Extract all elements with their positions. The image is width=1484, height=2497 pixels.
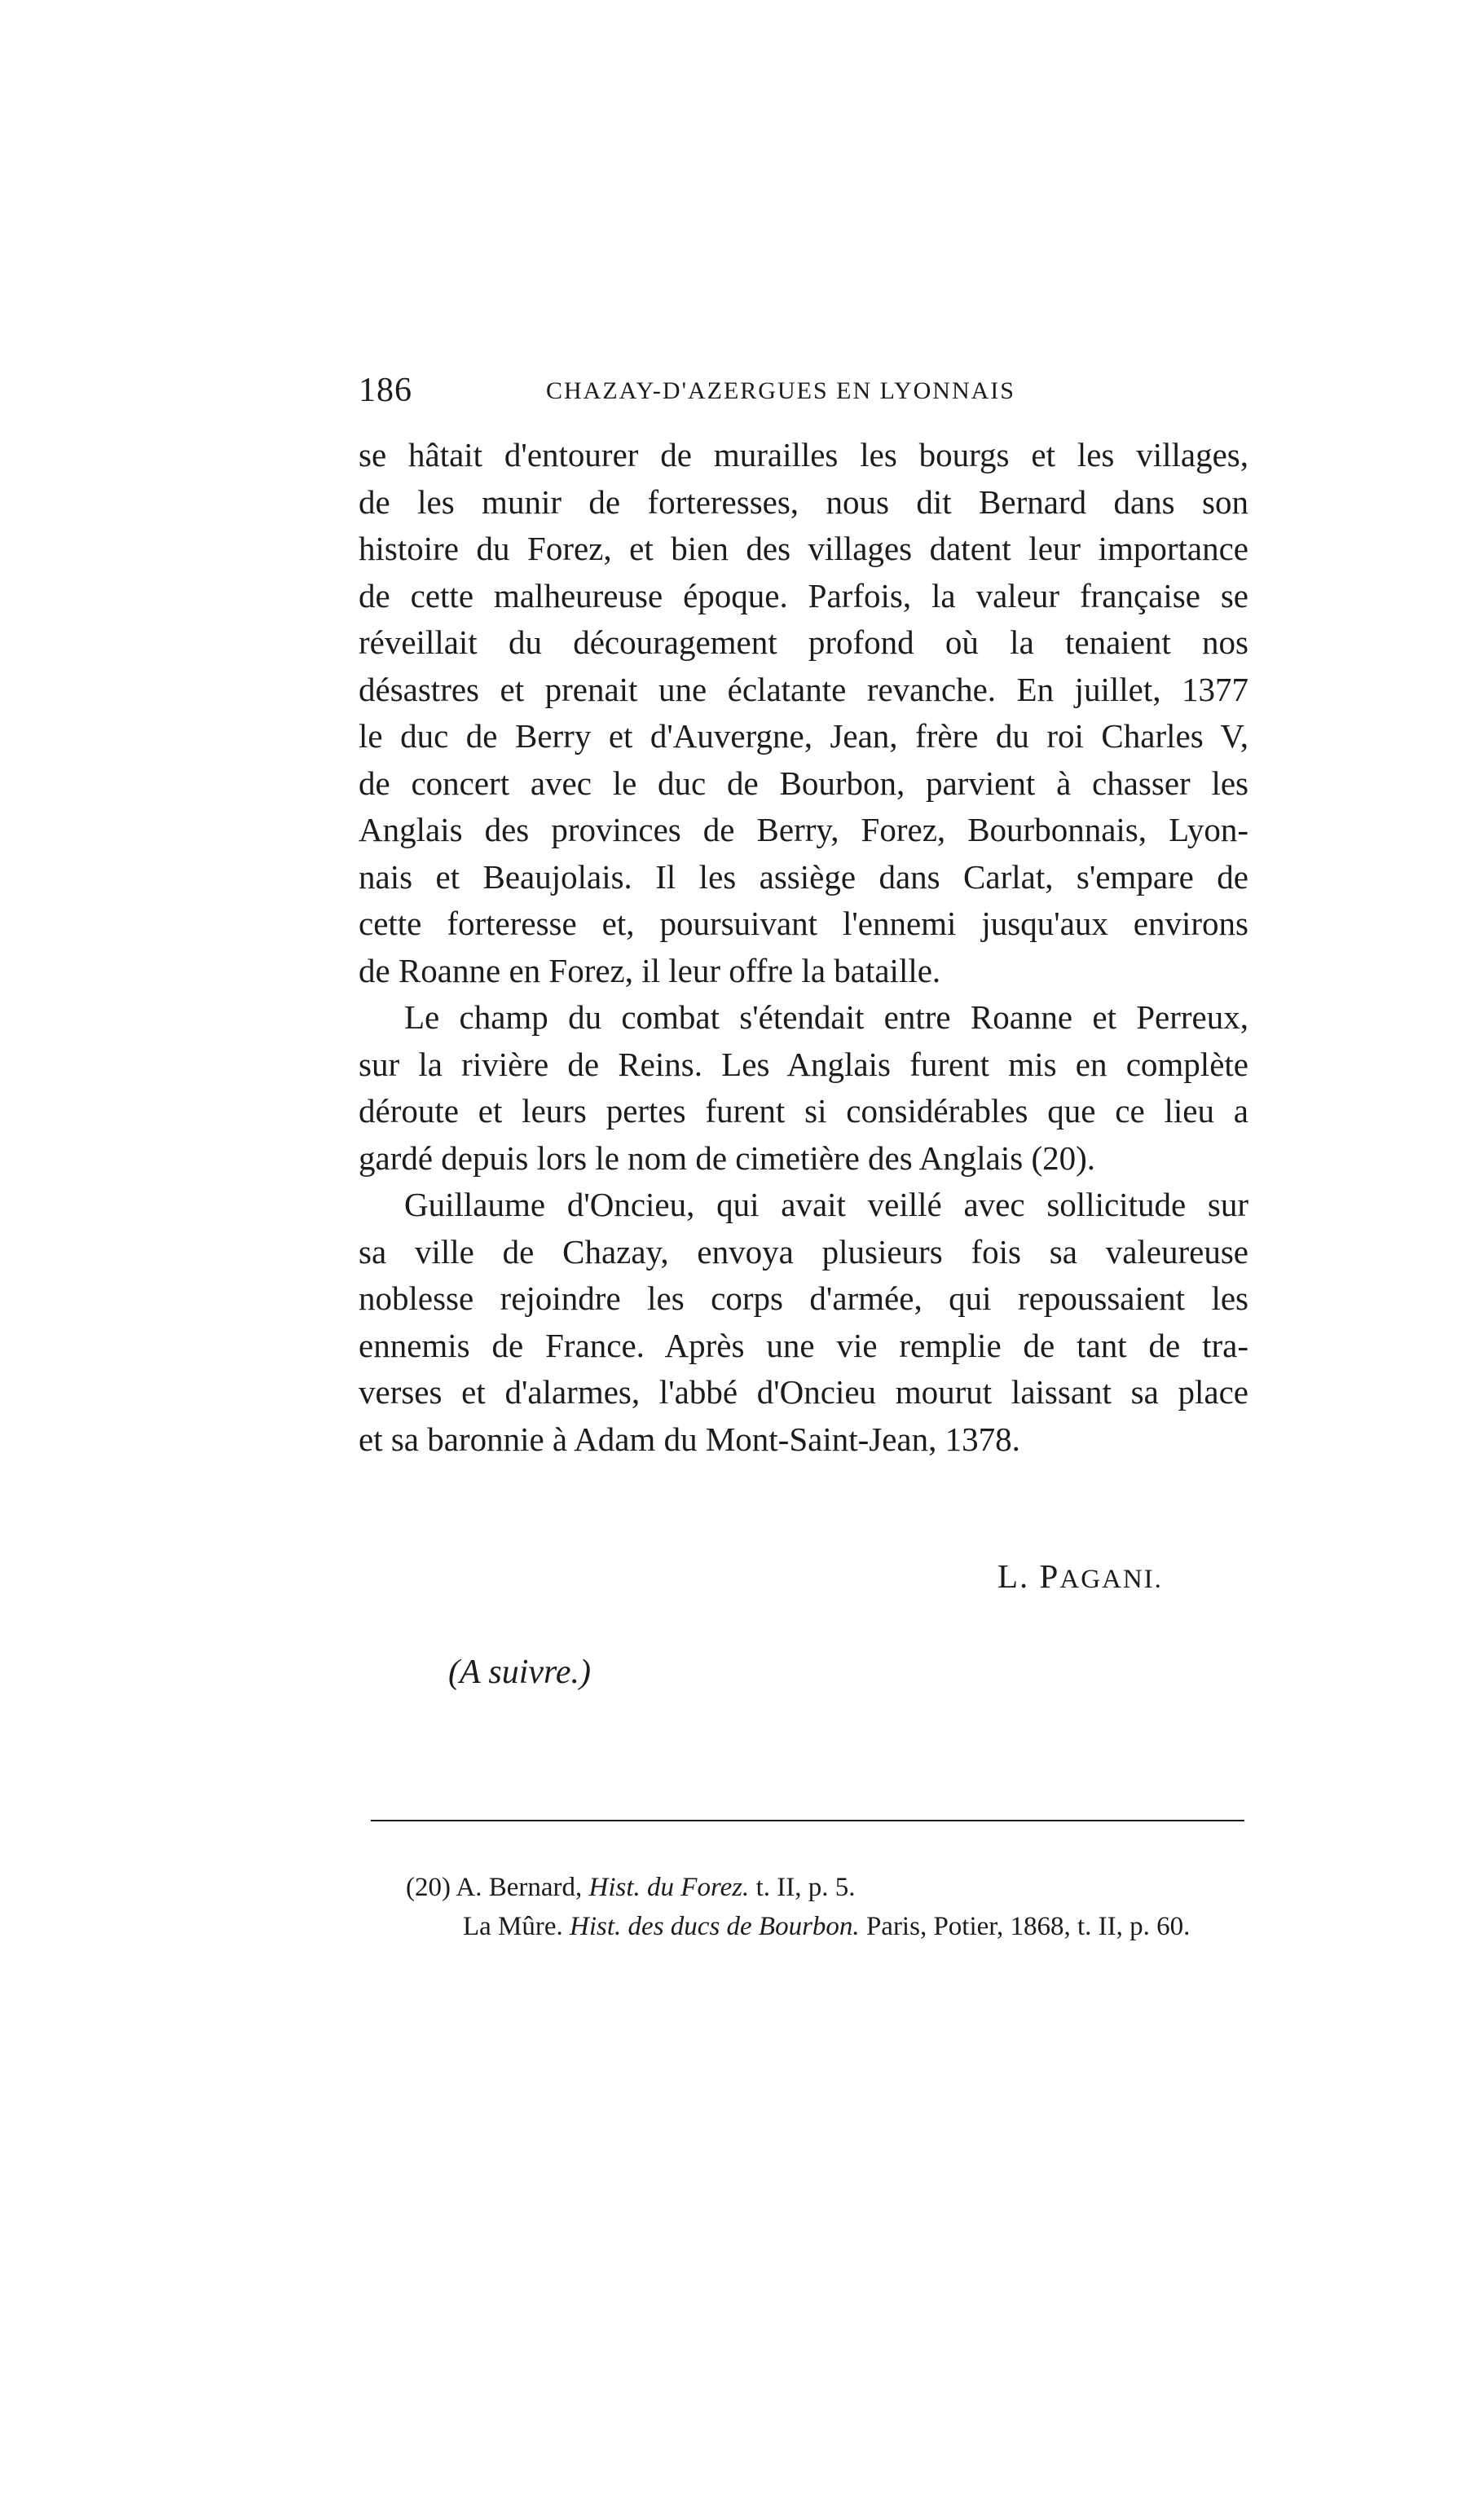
- footnotes: [406, 1868, 1253, 1946]
- footnote-20-continued: [406, 1907, 1253, 1946]
- text-line: et sa baronnie à Adam du Mont-Saint-Jean, 1378.: [359, 1420, 1020, 1458]
- text-line: de les munir de forteresses, nous dit Bernard dans son: [359, 482, 1248, 521]
- author-signature: [997, 1557, 1163, 1596]
- footnote-title: Hist. du Forez.: [588, 1873, 750, 1902]
- to-be-continued: (A suivre.): [448, 1654, 591, 1691]
- text-line: se hâtait d'entourer de murailles les bourgs et les villages,: [359, 436, 1248, 473]
- text-line: nais et Beaujolais. Il les assiège dans Carlat, s'empare de: [359, 857, 1248, 896]
- signature-name-first: P: [1039, 1557, 1060, 1595]
- footnote-marker: (20) A. Bernard,: [406, 1873, 583, 1902]
- page-number: 186: [359, 372, 412, 409]
- signature-initial: L.: [997, 1557, 1030, 1595]
- text-line: sur la rivière de Reins. Les Anglais furent mis en complète: [359, 1045, 1248, 1083]
- footnote-rule: [371, 1820, 1244, 1821]
- text-line: le duc de Berry et d'Auvergne, Jean, frère du roi Charles V,: [359, 717, 1248, 755]
- text-line: histoire du Forez, et bien des villages datent leur importance: [359, 530, 1248, 567]
- footnote-ref: t. II, p. 5.: [755, 1873, 856, 1902]
- text-line: Le champ du combat s'étendait entre Roanne et Perreux,: [404, 998, 1248, 1036]
- footnote-title: Hist. des ducs de Bourbon.: [570, 1912, 860, 1941]
- signature-name-rest: AGANI.: [1059, 1565, 1163, 1594]
- body-text: [359, 432, 1248, 1463]
- text-line: réveillait du découragement profond où la tenaient nos: [359, 623, 1248, 661]
- running-head: [359, 371, 1245, 420]
- text-line: sa ville de Chazay, envoya plusieurs fois sa valeureuse: [359, 1232, 1248, 1271]
- text-line: Anglais des provinces de Berry, Forez, Bourbonnais, Lyon-: [359, 811, 1248, 848]
- text-line: verses et d'alarmes, l'abbé d'Oncieu mourut laissant sa place: [359, 1373, 1248, 1411]
- text-line: noblesse rejoindre les corps d'armée, qui repoussaient les: [359, 1279, 1248, 1317]
- text-line: désastres et prenait une éclatante revanche. En juillet, 1377: [359, 670, 1248, 708]
- text-line: de cette malheureuse époque. Parfois, la valeur française se: [359, 576, 1248, 614]
- text-line: cette forteresse et, poursuivant l'ennemi jusqu'aux environs: [359, 905, 1248, 942]
- text-line: de Roanne en Forez, il leur offre la bataille.: [359, 951, 941, 989]
- text-line: de concert avec le duc de Bourbon, parvient à chasser les: [359, 764, 1248, 802]
- text-line: déroute et leurs pertes furent si considérables que ce lieu a: [359, 1092, 1248, 1130]
- text-line: ennemis de France. Après une vie remplie de tant de tra-: [359, 1326, 1248, 1364]
- text-line: gardé depuis lors le nom de cimetière des Anglais (20).: [359, 1138, 1096, 1177]
- text-line: Guillaume d'Oncieu, qui avait veillé avec sollicitude sur: [404, 1186, 1248, 1223]
- running-title: CHAZAY-D'AZERGUES EN LYONNAIS: [546, 377, 1015, 404]
- footnote-ref: Paris, Potier, 1868, t. II, p. 60.: [865, 1912, 1191, 1941]
- footnote-author: La Mûre.: [463, 1912, 563, 1941]
- footnote-20: [406, 1868, 1253, 1907]
